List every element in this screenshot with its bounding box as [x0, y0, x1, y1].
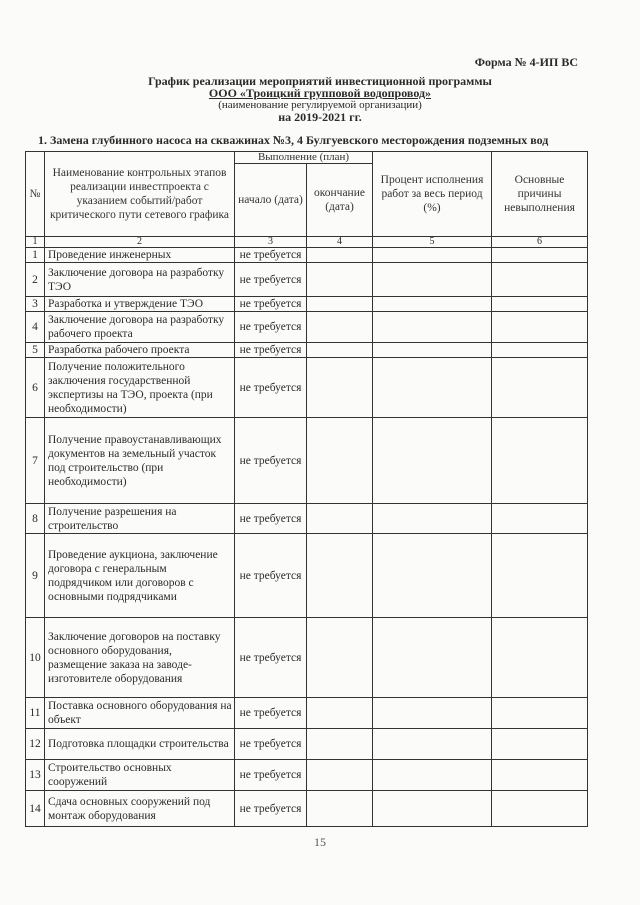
row-end-date — [307, 343, 373, 358]
row-number: 3 — [26, 297, 45, 312]
row-start-date: не требуется — [235, 791, 307, 827]
row-reasons — [492, 263, 588, 297]
row-percent — [373, 760, 492, 791]
row-reasons — [492, 312, 588, 343]
row-percent — [373, 504, 492, 534]
row-percent — [373, 534, 492, 618]
table-row — [26, 418, 588, 504]
row-end-date — [307, 760, 373, 791]
row-stage-name: Получение правоустанавливающих документов на земельный участок под строительство (при необходимости) — [45, 418, 235, 504]
table-row — [26, 760, 588, 791]
row-start-date: не требуется — [235, 729, 307, 760]
row-start-date: не требуется — [235, 343, 307, 358]
table-row — [26, 358, 588, 418]
row-stage-name: Разработка и утверждение ТЭО — [45, 297, 235, 312]
column-number: 3 — [235, 237, 307, 248]
row-number: 8 — [26, 504, 45, 534]
table-row — [26, 248, 588, 263]
table-row — [26, 729, 588, 760]
row-stage-name: Заключение договора на разработку рабочего проекта — [45, 312, 235, 343]
row-end-date — [307, 248, 373, 263]
row-percent — [373, 297, 492, 312]
row-end-date — [307, 618, 373, 698]
column-number-row — [26, 237, 588, 248]
row-stage-name: Заключение договора на разработку ТЭО — [45, 263, 235, 297]
column-number: 6 — [492, 237, 588, 248]
row-reasons — [492, 418, 588, 504]
row-stage-name: Подготовка площадки строительства — [45, 729, 235, 760]
organization-name: ООО «Троицкий групповой водопровод» — [208, 86, 432, 100]
row-stage-name: Заключение договоров на поставку основного оборудования, размещение заказа на заводе-изготовителе оборудования — [45, 618, 235, 698]
row-percent — [373, 343, 492, 358]
row-start-date: не требуется — [235, 504, 307, 534]
row-number: 5 — [26, 343, 45, 358]
row-start-date: не требуется — [235, 418, 307, 504]
row-reasons — [492, 729, 588, 760]
column-number: 1 — [26, 237, 45, 248]
header-percent: Процент исполнения работ за весь период (%) — [373, 152, 492, 237]
row-percent — [373, 418, 492, 504]
row-end-date — [307, 504, 373, 534]
row-stage-name: Проведение аукциона, заключение договора с генеральным подрядчиком или договоров с основными подрядчиками — [45, 534, 235, 618]
row-stage-name: Разработка рабочего проекта — [45, 343, 235, 358]
row-percent — [373, 358, 492, 418]
row-stage-name: Получение положительного заключения государственной экспертизы на ТЭО, проекта (при необходимости) — [45, 358, 235, 418]
row-start-date: не требуется — [235, 760, 307, 791]
row-start-date: не требуется — [235, 312, 307, 343]
row-reasons — [492, 358, 588, 418]
row-reasons — [492, 698, 588, 729]
row-stage-name: Сдача основных сооружений под монтаж оборудования — [45, 791, 235, 827]
schedule-table — [25, 151, 588, 827]
row-start-date: не требуется — [235, 618, 307, 698]
row-start-date: не требуется — [235, 263, 307, 297]
row-percent — [373, 729, 492, 760]
row-number: 7 — [26, 418, 45, 504]
header-reasons: Основные причины невыполнения — [492, 152, 588, 237]
row-end-date — [307, 312, 373, 343]
header-start: начало (дата) — [235, 164, 307, 237]
period-label: на 2019-2021 гг. — [278, 110, 362, 124]
row-end-date — [307, 418, 373, 504]
table-row — [26, 534, 588, 618]
row-number: 6 — [26, 358, 45, 418]
section-title: 1. Замена глубинного насоса на скважинах №3, 4 Булгуевского месторождения подземных вод — [38, 133, 549, 147]
row-number: 9 — [26, 534, 45, 618]
column-number: 2 — [45, 237, 235, 248]
column-number: 4 — [307, 237, 373, 248]
row-reasons — [492, 760, 588, 791]
row-start-date: не требуется — [235, 534, 307, 618]
row-percent — [373, 248, 492, 263]
row-percent — [373, 791, 492, 827]
row-number: 4 — [26, 312, 45, 343]
row-reasons — [492, 248, 588, 263]
row-end-date — [307, 791, 373, 827]
table-row — [26, 504, 588, 534]
row-reasons — [492, 791, 588, 827]
table-header-row — [26, 152, 588, 164]
row-number: 1 — [26, 248, 45, 263]
row-stage-name: Проведение инженерных — [45, 248, 235, 263]
row-start-date: не требуется — [235, 358, 307, 418]
row-percent — [373, 263, 492, 297]
header-name: Наименование контрольных этапов реализации инвестпроекта с указанием событий/работ критического пути сетевого графика — [45, 152, 235, 237]
table-row — [26, 263, 588, 297]
form-number-label: Форма № 4-ИП ВС — [474, 55, 578, 69]
row-percent — [373, 618, 492, 698]
header-end: окончание (дата) — [307, 164, 373, 237]
header-num: № — [26, 152, 45, 237]
row-number: 2 — [26, 263, 45, 297]
row-end-date — [307, 263, 373, 297]
table-row — [26, 343, 588, 358]
document-title-block — [0, 75, 640, 123]
row-number: 14 — [26, 791, 45, 827]
table-row — [26, 698, 588, 729]
row-stage-name: Строительство основных сооружений — [45, 760, 235, 791]
row-stage-name: Получение разрешения на строительство — [45, 504, 235, 534]
row-end-date — [307, 729, 373, 760]
row-end-date — [307, 297, 373, 312]
row-percent — [373, 312, 492, 343]
row-start-date: не требуется — [235, 248, 307, 263]
row-start-date: не требуется — [235, 698, 307, 729]
table-row — [26, 312, 588, 343]
row-number: 12 — [26, 729, 45, 760]
header-execution-plan: Выполнение (план) — [235, 152, 373, 164]
row-end-date — [307, 698, 373, 729]
row-percent — [373, 698, 492, 729]
page-number: 15 — [314, 835, 326, 849]
row-end-date — [307, 358, 373, 418]
row-reasons — [492, 504, 588, 534]
table-row — [26, 791, 588, 827]
row-start-date: не требуется — [235, 297, 307, 312]
row-end-date — [307, 534, 373, 618]
document-title: График реализации мероприятий инвестиционной программы — [148, 74, 492, 88]
row-number: 13 — [26, 760, 45, 791]
table-row — [26, 297, 588, 312]
table-row — [26, 618, 588, 698]
row-number: 11 — [26, 698, 45, 729]
row-reasons — [492, 618, 588, 698]
row-reasons — [492, 534, 588, 618]
row-number: 10 — [26, 618, 45, 698]
row-reasons — [492, 297, 588, 312]
column-number: 5 — [373, 237, 492, 248]
row-reasons — [492, 343, 588, 358]
organization-caption: (наименование регулируемой организации) — [218, 99, 422, 111]
row-stage-name: Поставка основного оборудования на объект — [45, 698, 235, 729]
